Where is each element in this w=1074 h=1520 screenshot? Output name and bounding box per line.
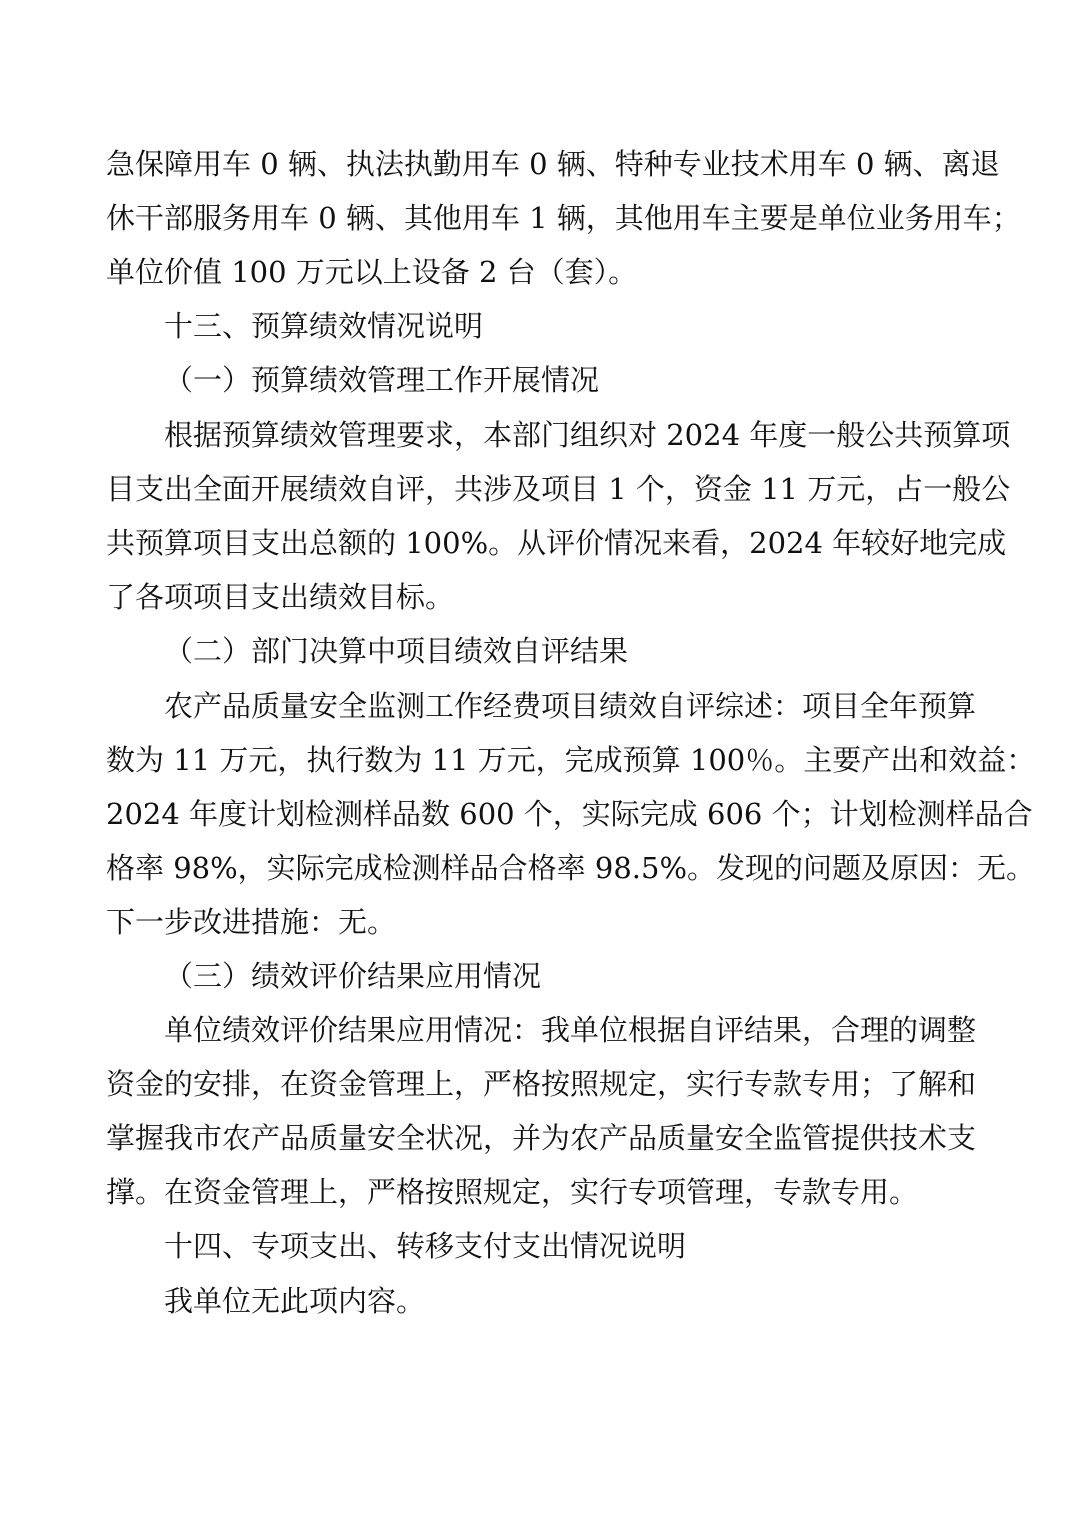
paragraph-text: 撑。在资金管理上，严格按照规定，实行专项管理，专款专用。 xyxy=(106,1175,919,1209)
subsection-heading xyxy=(0,949,1074,1003)
section-heading xyxy=(0,1219,1074,1273)
paragraph-text: 休干部服务用车 0 辆、其他用车 1 辆，其他用车主要是单位业务用车； xyxy=(106,201,1021,235)
paragraph-line xyxy=(0,1057,1074,1111)
paragraph-text: 数为 11 万元，执行数为 11 万元，完成预算 100％。主要产出和效益： xyxy=(106,743,1036,777)
paragraph-text: 急保障用车 0 辆、执法执勤用车 0 辆、特种专业技术用车 0 辆、离退 xyxy=(106,147,1000,181)
paragraph-line xyxy=(0,1165,1074,1219)
paragraph-line xyxy=(0,137,1074,191)
paragraph-text: 单位价值 100 万元以上设备 2 台（套）。 xyxy=(106,255,638,289)
paragraph-text: 我单位无此项内容。 xyxy=(164,1284,426,1318)
paragraph-line xyxy=(0,462,1074,516)
paragraph-text: 资金的安排，在资金管理上，严格按照规定，实行专款专用；了解和 xyxy=(106,1067,977,1101)
paragraph-line xyxy=(0,245,1074,299)
paragraph-text: 格率 98%，实际完成检测样品合格率 98.5%。发现的问题及原因：无。 xyxy=(106,851,1036,885)
paragraph-line xyxy=(0,570,1074,624)
paragraph-line xyxy=(0,733,1074,787)
paragraph-line xyxy=(0,1003,1074,1057)
paragraph-text: 目支出全面开展绩效自评，共涉及项目 1 个，资金 11 万元，占一般公 xyxy=(106,472,1011,506)
section-13-title: 十三、预算绩效情况说明 xyxy=(164,309,484,343)
paragraph-line xyxy=(0,841,1074,895)
subsection-1-title: （一）预算绩效管理工作开展情况 xyxy=(164,363,600,397)
paragraph-text: 农产品质量安全监测工作经费项目绩效自评综述：项目全年预算 xyxy=(164,689,977,723)
paragraph-text: 共预算项目支出总额的 100%。从评价情况来看，2024 年较好地完成 xyxy=(106,526,1007,560)
section-heading xyxy=(0,299,1074,353)
paragraph-line xyxy=(0,1274,1074,1328)
subsection-3-title: （三）绩效评价结果应用情况 xyxy=(164,959,542,993)
paragraph-text: 了各项项目支出绩效目标。 xyxy=(106,580,455,614)
subsection-heading xyxy=(0,624,1074,678)
paragraph-line xyxy=(0,787,1074,841)
paragraph-text: 掌握我市农产品质量安全状况，并为农产品质量安全监管提供技术支 xyxy=(106,1121,977,1155)
paragraph-text: 下一步改进措施：无。 xyxy=(106,905,397,939)
paragraph-line xyxy=(0,408,1074,462)
paragraph-line xyxy=(0,679,1074,733)
section-14-title: 十四、专项支出、转移支付支出情况说明 xyxy=(164,1229,687,1263)
paragraph-line xyxy=(0,1111,1074,1165)
paragraph-line xyxy=(0,516,1074,570)
paragraph-line xyxy=(0,895,1074,949)
paragraph-text: 2024 年度计划检测样品数 600 个，实际完成 606 个；计划检测样品合 xyxy=(106,797,1033,831)
paragraph-line xyxy=(0,191,1074,245)
paragraph-text: 单位绩效评价结果应用情况：我单位根据自评结果，合理的调整 xyxy=(164,1013,977,1047)
subsection-2-title: （二）部门决算中项目绩效自评结果 xyxy=(164,634,629,668)
paragraph-text: 根据预算绩效管理要求，本部门组织对 2024 年度一般公共预算项 xyxy=(164,418,1011,452)
subsection-heading xyxy=(0,353,1074,407)
